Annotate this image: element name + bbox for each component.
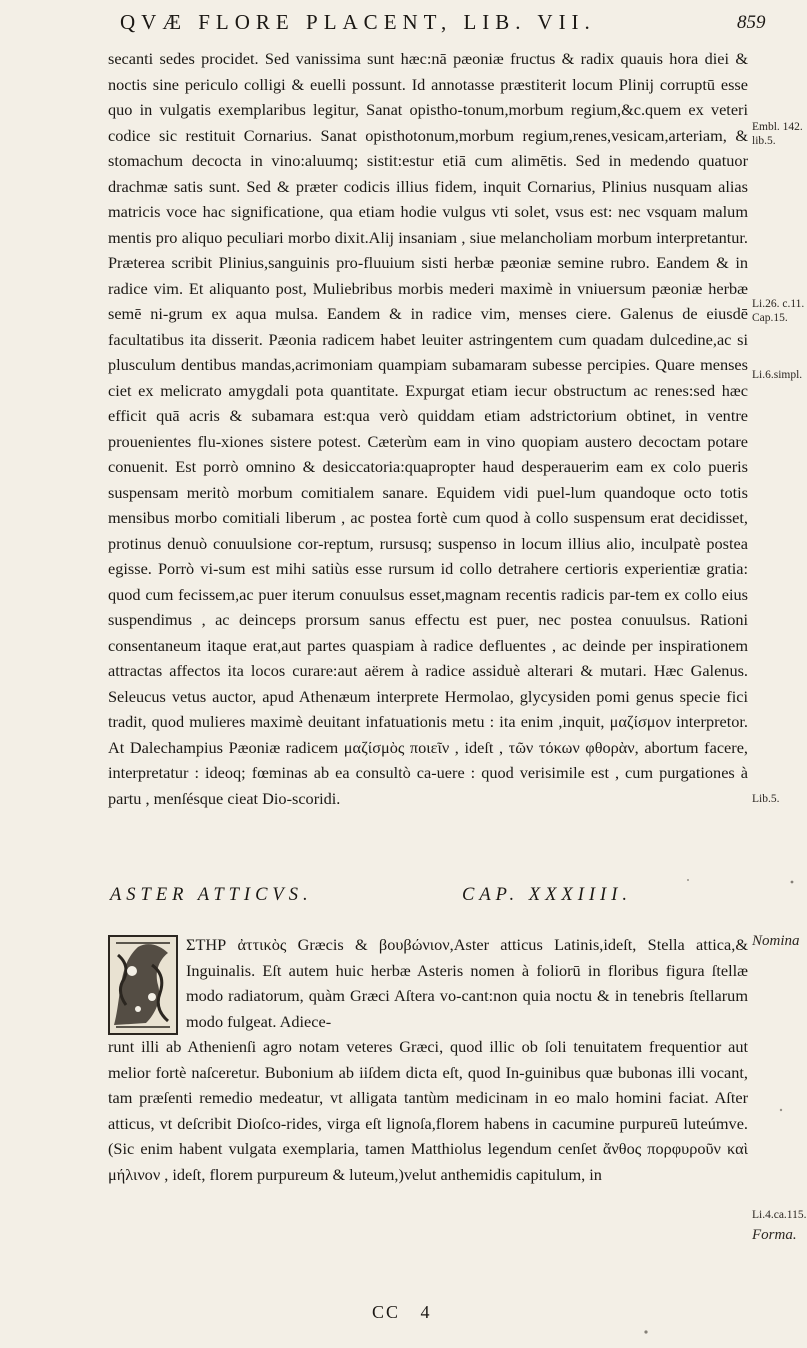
signature-number: 4 (420, 1302, 432, 1322)
chapter-number: CAP. XXXIIII. (462, 885, 632, 905)
signature-mark: CC (372, 1302, 401, 1322)
paragraph: runt illi ab Athenienſi agro notam veteres Græci, quod illic ob ſoli tenuitatem frequentior aut melior fortè naſceretur. Bubonium ab iiſdem dicta eſt, quod In-guinibus quæ bubonas illi vocant, tam præſenti remedio medeatur, vt alligata tantùm medicinam in eo malo homini faciat. Aſter atticus, vt deſcribit Dioſco-rides, virga eſt lignoſa,florem habens in cacumine purpureū luteúmve. (Sic enim habent vulgata exemplaria, tamen Matthiolus legendum cenſet ἄνθος πορφυροῦν καὶ μήλινον , ideſt, florem purpureum & luteum,)velut anthemidis capitulum, in (108, 1037, 748, 1184)
margin-note-nomina: Nomina (752, 933, 800, 949)
margin-note-embl: Embl. 142. lib.5. (752, 121, 803, 147)
running-title: QVÆ FLORE PLACENT, LIB. VII. (120, 10, 596, 34)
page-number: 859 (737, 12, 766, 33)
chapter-title: ASTER ATTICVS. (110, 885, 313, 905)
margin-note-li6: Li.6.simpl. (752, 369, 803, 381)
margin-note-li26: Li.26. c.11. Cap.15. (752, 298, 805, 324)
chapter-opening-text: ΣΤΗΡ ἀττικὸς Græcis & βουβώνιον,Aster atticus Latinis,ideſt, Stella attica,& Inguinalis. Eſt autem huic herbæ Asteris nomen à foliorū in floribus figura ſtellæ modo radiatorum, quàm Græci Aſtera vo-cant:non quia noctu & in tenebris ſtellarum modo fulgeat. Adiece- (186, 935, 748, 1031)
paragraph: secanti sedes procidet. Sed vanissima sunt hæc:nā pæoniæ fructus & radix quauis hora diei & noctis sine periculo colligi & euelli possunt. Id annotasse præstiterit locum Plinij corruptū esse quo in vulgatis exemplaribus legitur, Sanat opistho-tonum,morbum regium,&c.quem ex veteri codice sic restituit Cornarius. Sanat opisthotonum,morbum regium,renes,vesicam,arteriam, & stomachum decocta in vino:aluumq; sistit:estur etiā cum alimētis. Sed in medendo quatuor drachmæ satis sunt. Sed & præter codicis illius fidem, inquit Cornarius, Plinius nusquam alias matricis voce hac significatione, qua etiam hodie vulgus vti solet, vsus est: nec vsquam malum mentis pro aliquo peculiari morbo dixit.Alij insaniam , siue melancholiam morbum interpretantur. Præterea scribit Plinius,sanguinis pro-fluuium sisti herbæ pæoniæ semine rubro. Eandem & in radice vim. Et aliquanto post, Muliebribus morbis mederi maximè in vniuersum pæoniæ herbæ semē ni-grum ex aqua mulsa. Eandem & in radice vim, menses ciere. Galenus de eiusdē facultatibus ita disserit. Pæonia radicem habet leuiter astringentem cum quadam dulcedine,ac si plusculum dentibus mandas,acrimoniam quampiam subamaram subesse percipies. Quare menses ciet ex melicrato amygdali pota quantitate. Expurgat etiam iecur obstructum ac renes:sed hæc efficit quā acris & subamara est:qua verò quiddam etiam adstrictorium obtinet, in ventre prouenientes flu-xiones sistere potest. Cæterùm eam in vino quopiam austero decoctam potare conuenit. Est porrò omnino & desiccatoria:quapropter haud desperauerim eam ex colo pueris suspensam meritò morbum comitialem sanare. Equidem vidi puel-lum quandoque octo totis mensibus morbo comitiali liberum , ac postea fortè cum quod à collo suspensum erat decidisset, protinus denuò conuulsione cor-reptum, rursusq; suspenso in locum illius alio, inculpatè postea egisse. Porrò vi-sum est mihi satiùs esse rursum id collo detrahere certioris experientiæ gratia: quod cum fecissem,ac puer iterum conuulsus esset,magnam recentis radicis par-tem ex collo eius suspendimus , ac deinceps prorsum sanus effectu est puer, nec postea conuulsus. Rationi consentaneum itaque erat,aut partes quaspiam à radice defluentes , ac deinde per inspirationem attractas affectos ita locos curare:aut aërem à radice assiduè alterari & mutari. Hæc Galenus. Seleucus vetus auctor, apud Athenæum interprete Hermolao, glycysiden pomi genus specie fici tradit, quod mulieres maximè deuitant infatuationis metu : ita enim ,inquit, μαζίσμον interpretor. At Dalechampius Pæoniæ radicem μαζίσμὸς ποιεῖν , ideſt , τῶν τόκων φθορὰν, abortum facere, interpretatur : ideoq; fœminas ab ea consultò ca-uere : quod verisimile est , cum purgationes à partu , menſésque cieat Dio-scoridi. (108, 49, 748, 808)
margin-note-li4: Li.4.ca.115. (752, 1209, 807, 1221)
margin-note-forma: Forma. (752, 1227, 797, 1243)
margin-note-lib5: Lib.5. (752, 793, 780, 805)
